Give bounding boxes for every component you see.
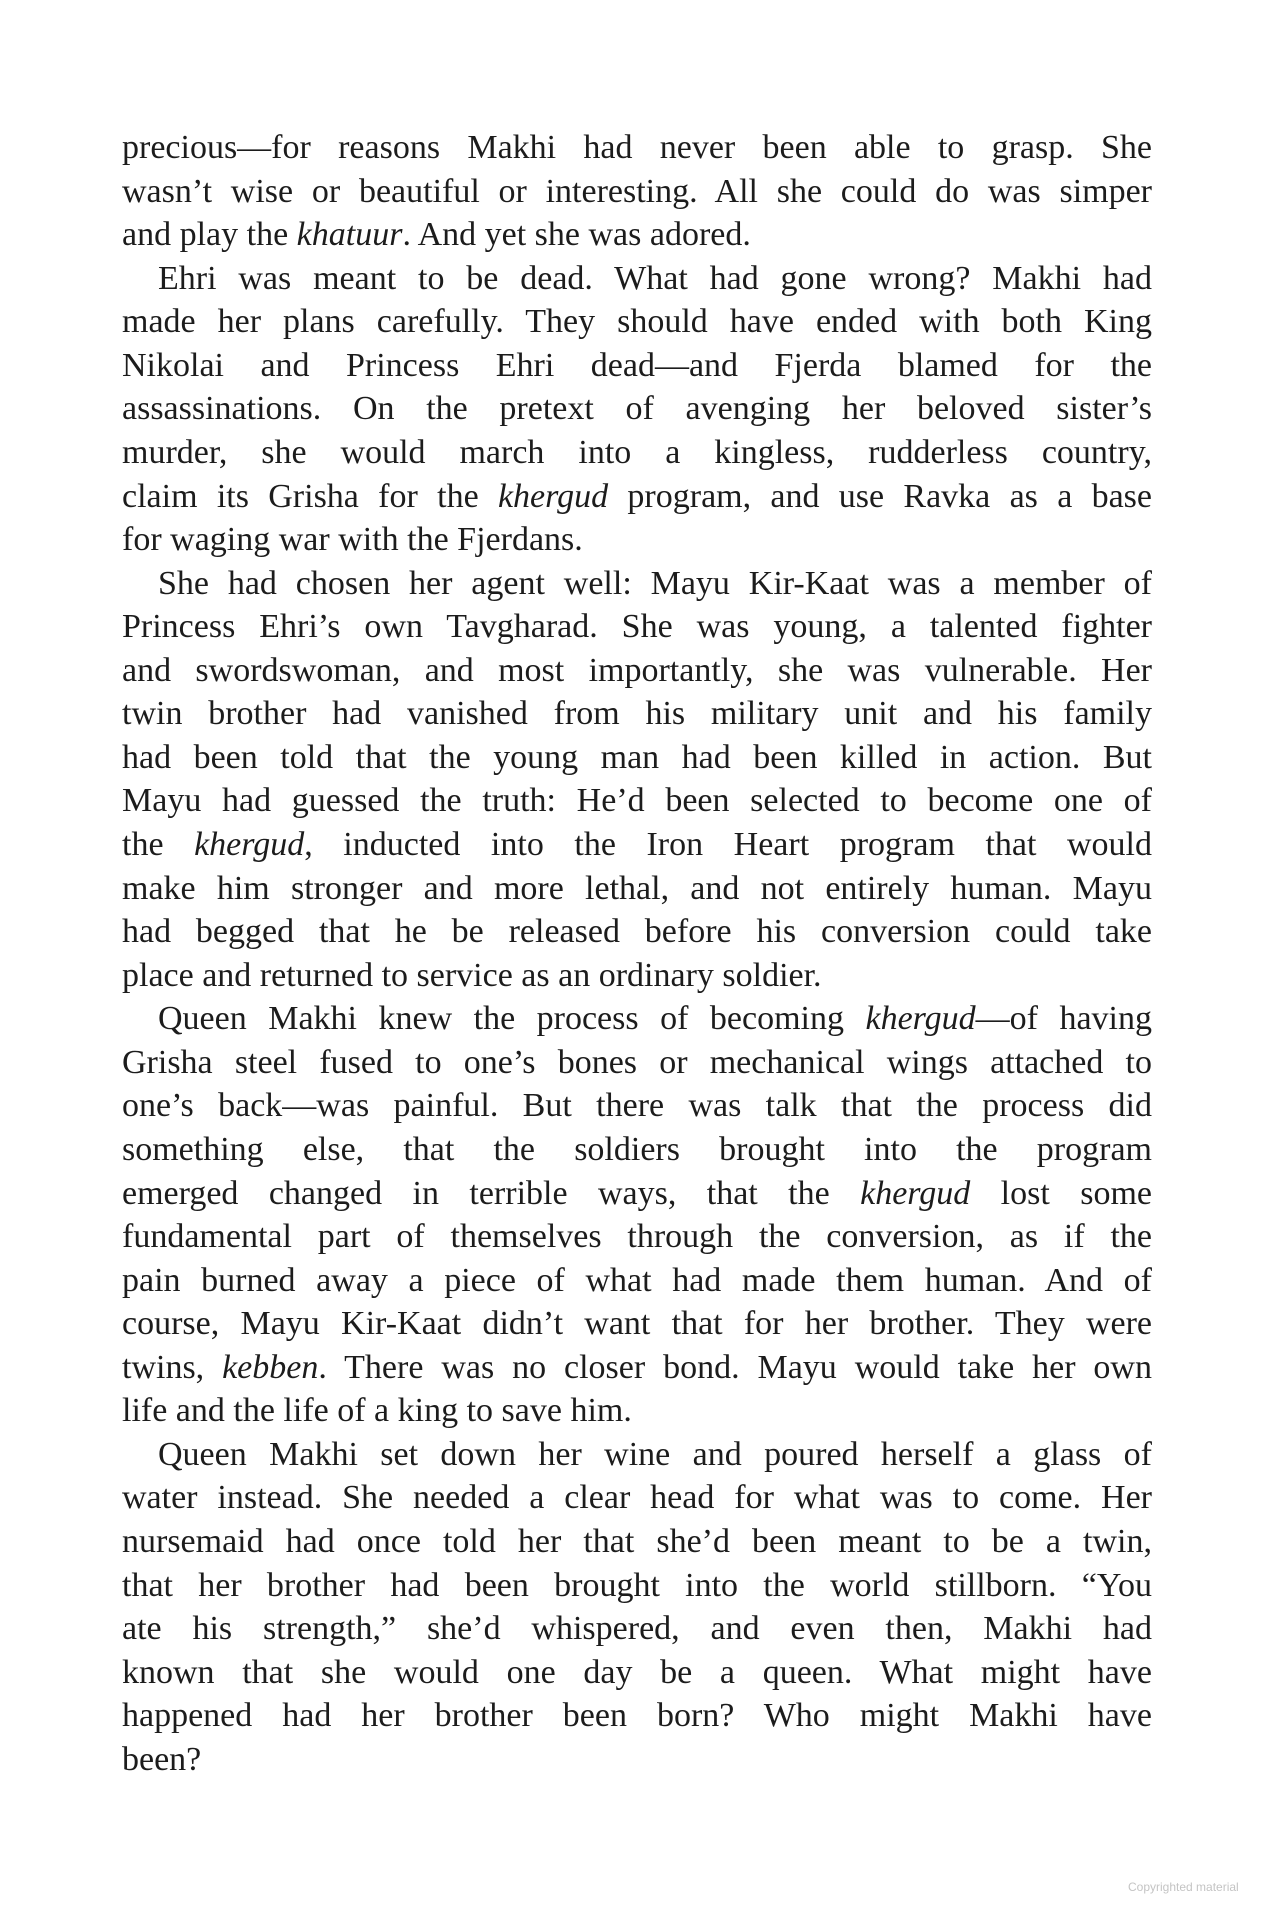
text-run: made her plans carefully. They should have ended with both King bbox=[122, 303, 1152, 341]
text-line bbox=[122, 1302, 1152, 1346]
text-run: fundamental part of themselves through the conversion, as if the bbox=[122, 1218, 1152, 1256]
text-line bbox=[122, 823, 1152, 867]
text-line bbox=[122, 1084, 1152, 1128]
body-text bbox=[122, 126, 1152, 1781]
text-line bbox=[122, 1041, 1152, 1085]
text-run: life and the life of a king to save him. bbox=[122, 1392, 632, 1430]
text-run: and swordswoman, and most importantly, she was vulnerable. Her bbox=[122, 651, 1152, 689]
copyright-watermark: Copyrighted material bbox=[1128, 1880, 1239, 1894]
text-line bbox=[122, 997, 1152, 1041]
text-run: had been told that the young man had been killed in action. But bbox=[122, 738, 1152, 776]
text-line bbox=[122, 1215, 1152, 1259]
text-run: assassinations. On the pretext of avenging her beloved sister’s bbox=[122, 390, 1152, 428]
text-run: the bbox=[122, 826, 195, 863]
text-run: program, and use Ravka as a base bbox=[608, 477, 1152, 515]
text-run: twins, bbox=[122, 1348, 223, 1386]
text-run: known that she would one day be a queen. What might have bbox=[122, 1653, 1152, 1691]
text-run: something else, that the soldiers brought into the program bbox=[122, 1130, 1152, 1168]
text-run: happened had her brother been born? Who might Makhi have bbox=[122, 1697, 1152, 1735]
text-line bbox=[122, 1346, 1152, 1390]
text-run: make him stronger and more lethal, and not entirely human. Mayu bbox=[122, 869, 1152, 907]
text-run: Mayu had guessed the truth: He’d been selected to become one of bbox=[122, 782, 1152, 820]
text-run: claim its Grisha for the bbox=[122, 477, 498, 515]
italic-term: khergud bbox=[497, 477, 609, 515]
italic-term: khergud bbox=[865, 1000, 976, 1038]
text-run: . There was no closer bond. Mayu would take her own bbox=[318, 1348, 1152, 1386]
text-run: —of having bbox=[975, 1000, 1152, 1038]
text-run: had begged that he be released before his conversion could take bbox=[122, 913, 1152, 951]
text-line bbox=[122, 213, 1152, 257]
text-line bbox=[122, 1651, 1152, 1695]
text-run: place and returned to service as an ordinary soldier. bbox=[122, 956, 822, 994]
text-run: course, Mayu Kir-Kaat didn’t want that for her brother. They were bbox=[122, 1305, 1152, 1343]
text-line bbox=[122, 170, 1152, 214]
text-run: murder, she would march into a kingless, rudderless country, bbox=[122, 433, 1152, 471]
text-line bbox=[122, 910, 1152, 954]
text-run: Queen Makhi set down her wine and poured herself a glass of bbox=[158, 1435, 1152, 1473]
text-line bbox=[122, 649, 1152, 693]
text-line bbox=[122, 1564, 1152, 1608]
text-line bbox=[122, 605, 1152, 649]
text-line bbox=[122, 736, 1152, 780]
paragraph bbox=[122, 562, 1152, 998]
text-line bbox=[122, 431, 1152, 475]
text-line bbox=[122, 518, 1152, 562]
text-line bbox=[122, 1433, 1152, 1477]
text-line bbox=[122, 344, 1152, 388]
text-run: emerged changed in terrible ways, that the bbox=[122, 1174, 861, 1212]
italic-term: khatuur bbox=[296, 216, 403, 254]
text-run: lost some bbox=[970, 1174, 1152, 1212]
text-line bbox=[122, 1520, 1152, 1564]
text-run: and play the bbox=[122, 216, 297, 254]
text-run: Nikolai and Princess Ehri dead—and Fjerda blamed for the bbox=[122, 346, 1152, 384]
text-line bbox=[122, 562, 1152, 606]
text-line bbox=[122, 1607, 1152, 1651]
text-run: . And yet she was adored. bbox=[402, 216, 751, 254]
paragraph bbox=[122, 126, 1152, 257]
text-line bbox=[122, 1259, 1152, 1303]
text-run: that her brother had been brought into the world stillborn. “You bbox=[122, 1566, 1152, 1604]
text-line bbox=[122, 692, 1152, 736]
text-run: been? bbox=[122, 1740, 202, 1778]
text-run: one’s back—was painful. But there was talk that the process did bbox=[122, 1087, 1152, 1125]
text-line bbox=[122, 126, 1152, 170]
text-line bbox=[122, 257, 1152, 301]
text-run: Grisha steel fused to one’s bones or mechanical wings attached to bbox=[122, 1043, 1152, 1081]
text-run: water instead. She needed a clear head for what was to come. Her bbox=[122, 1479, 1152, 1517]
text-line bbox=[122, 1172, 1152, 1216]
text-line bbox=[122, 1694, 1152, 1738]
text-run: ate his strength,” she’d whispered, and even then, Makhi had bbox=[122, 1610, 1152, 1648]
text-line bbox=[122, 387, 1152, 431]
paragraph bbox=[122, 1433, 1152, 1782]
text-run: Queen Makhi knew the process of becoming bbox=[158, 1000, 866, 1038]
text-run: Ehri was meant to be dead. What had gone wrong? Makhi had bbox=[158, 259, 1152, 297]
text-line bbox=[122, 1738, 1152, 1782]
text-line bbox=[122, 300, 1152, 344]
italic-term: khergud bbox=[194, 826, 305, 863]
text-line bbox=[122, 1389, 1152, 1433]
text-line bbox=[122, 867, 1152, 911]
text-line bbox=[122, 1128, 1152, 1172]
paragraph bbox=[122, 997, 1152, 1433]
text-run: for waging war with the Fjerdans. bbox=[122, 521, 583, 559]
text-run: pain burned away a piece of what had made them human. And of bbox=[122, 1261, 1152, 1299]
text-run: , inducted into the Iron Heart program that would bbox=[304, 826, 1152, 863]
text-run: She had chosen her agent well: Mayu Kir-Kaat was a member of bbox=[158, 564, 1152, 602]
text-run: precious—for reasons Makhi had never been able to grasp. She bbox=[122, 129, 1152, 166]
text-line bbox=[122, 1476, 1152, 1520]
text-run: twin brother had vanished from his military unit and his family bbox=[122, 695, 1152, 733]
italic-term: kebben bbox=[222, 1348, 319, 1386]
text-line bbox=[122, 779, 1152, 823]
text-run: nursemaid had once told her that she’d been meant to be a twin, bbox=[122, 1523, 1152, 1560]
text-line bbox=[122, 475, 1152, 519]
text-line bbox=[122, 954, 1152, 998]
text-run: Princess Ehri’s own Tavgharad. She was young, a talented fighter bbox=[122, 608, 1152, 646]
italic-term: khergud bbox=[860, 1174, 971, 1212]
paragraph bbox=[122, 257, 1152, 562]
text-run: wasn’t wise or beautiful or interesting. All she could do was simper bbox=[122, 172, 1152, 210]
